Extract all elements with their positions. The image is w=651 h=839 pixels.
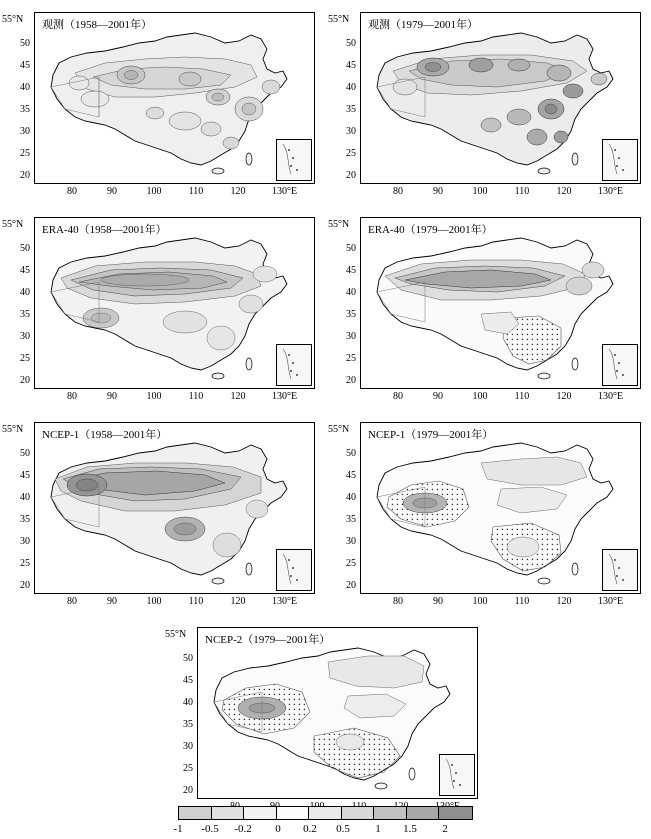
axis-y-tick-p3-45: 45 bbox=[20, 265, 30, 276]
axis-y-tick-p3-20: 20 bbox=[20, 375, 30, 386]
axis-y-tick-p4-45: 45 bbox=[346, 265, 356, 276]
south-china-sea-inset-p7 bbox=[439, 754, 475, 796]
axis-x-tick-p6-100: 100 bbox=[472, 596, 488, 607]
axis-y-tick-p5-45: 45 bbox=[20, 470, 30, 481]
panel-title-p7: NCEP-2（1979—2001年） bbox=[205, 634, 331, 646]
colorbar-tick-7: 1.5 bbox=[403, 823, 417, 835]
axis-x-tick-p4-120: 120 bbox=[556, 391, 572, 402]
axis-y-tick-p1-40: 40 bbox=[20, 82, 30, 93]
colorbar-tick-6: 1 bbox=[375, 823, 381, 835]
axis-y-tick-p1-35: 35 bbox=[20, 104, 30, 115]
axis-y-tick-p5-25: 25 bbox=[20, 558, 30, 569]
axis-x-tick-p5-120: 120 bbox=[230, 596, 246, 607]
axis-y-tick-p6-50: 50 bbox=[346, 448, 356, 459]
axis-y-top-label-p6: 55°N bbox=[328, 424, 350, 435]
axis-x-tick-p2-80: 80 bbox=[393, 186, 403, 197]
axis-y-tick-p3-35: 35 bbox=[20, 309, 30, 320]
axis-x-tick-p5-110: 110 bbox=[188, 596, 204, 607]
axis-y-tick-p2-40: 40 bbox=[346, 82, 356, 93]
axis-x-tick-p3-90: 90 bbox=[107, 391, 117, 402]
axis-y-tick-p5-40: 40 bbox=[20, 492, 30, 503]
colorbar-segment-0 bbox=[179, 807, 212, 819]
colorbar-tick-1: -0.5 bbox=[201, 823, 219, 835]
panel-p4 bbox=[326, 205, 651, 410]
colorbar-segment-7 bbox=[407, 807, 440, 819]
colorbar-tick-0: -1 bbox=[173, 823, 183, 835]
axis-x-tick-p5-90: 90 bbox=[107, 596, 117, 607]
axis-y-tick-p4-35: 35 bbox=[346, 309, 356, 320]
axis-y-tick-p1-20: 20 bbox=[20, 170, 30, 181]
axis-x-tick-p1-120: 120 bbox=[230, 186, 246, 197]
axis-y-tick-p5-35: 35 bbox=[20, 514, 30, 525]
axis-y-top-label-p1: 55°N bbox=[2, 14, 24, 25]
axis-y-tick-p5-50: 50 bbox=[20, 448, 30, 459]
axis-y-tick-p1-45: 45 bbox=[20, 60, 30, 71]
panel-p6 bbox=[326, 410, 651, 615]
axis-x-tick-p5-100: 100 bbox=[146, 596, 162, 607]
panel-title-p3: ERA-40（1958—2001年） bbox=[42, 224, 167, 236]
panel-p2 bbox=[326, 0, 651, 205]
colorbar-segment-5 bbox=[342, 807, 375, 819]
axis-y-tick-p6-45: 45 bbox=[346, 470, 356, 481]
colorbar bbox=[178, 806, 473, 820]
colorbar-segment-4 bbox=[309, 807, 342, 819]
south-china-sea-inset-p1 bbox=[276, 139, 312, 181]
axis-y-top-label-p3: 55°N bbox=[2, 219, 24, 230]
axis-x-tick-p1-110: 110 bbox=[188, 186, 204, 197]
axis-x-end-label-p3: 130°E bbox=[272, 391, 298, 402]
panel-p3 bbox=[0, 205, 325, 410]
axis-x-tick-p1-100: 100 bbox=[146, 186, 162, 197]
axis-y-tick-p4-20: 20 bbox=[346, 375, 356, 386]
axis-x-tick-p4-110: 110 bbox=[514, 391, 530, 402]
axis-x-end-label-p2: 130°E bbox=[598, 186, 624, 197]
axis-y-tick-p5-20: 20 bbox=[20, 580, 30, 591]
axis-y-tick-p7-30: 30 bbox=[183, 741, 193, 752]
colorbar-segment-3 bbox=[277, 807, 310, 819]
map-plot-p5 bbox=[34, 422, 315, 594]
map-plot-p3 bbox=[34, 217, 315, 389]
axis-y-top-label-p7: 55°N bbox=[165, 629, 187, 640]
axis-x-tick-p3-100: 100 bbox=[146, 391, 162, 402]
axis-y-tick-p7-50: 50 bbox=[183, 653, 193, 664]
axis-x-tick-p2-90: 90 bbox=[433, 186, 443, 197]
axis-x-tick-p6-90: 90 bbox=[433, 596, 443, 607]
south-china-sea-inset-p5 bbox=[276, 549, 312, 591]
axis-y-tick-p7-20: 20 bbox=[183, 785, 193, 796]
south-china-sea-inset-p4 bbox=[602, 344, 638, 386]
axis-y-tick-p7-45: 45 bbox=[183, 675, 193, 686]
axis-y-tick-p2-50: 50 bbox=[346, 38, 356, 49]
panel-title-p2: 观测（1979—2001年） bbox=[368, 19, 478, 31]
south-china-sea-inset-p3 bbox=[276, 344, 312, 386]
south-china-sea-inset-p6 bbox=[602, 549, 638, 591]
axis-x-end-label-p6: 130°E bbox=[598, 596, 624, 607]
panel-title-p6: NCEP-1（1979—2001年） bbox=[368, 429, 494, 441]
axis-y-tick-p6-35: 35 bbox=[346, 514, 356, 525]
map-plot-p2 bbox=[360, 12, 641, 184]
axis-x-tick-p1-80: 80 bbox=[67, 186, 77, 197]
colorbar-tick-4: 0.2 bbox=[303, 823, 317, 835]
axis-x-tick-p3-110: 110 bbox=[188, 391, 204, 402]
panel-p7 bbox=[163, 615, 488, 800]
map-plot-p1 bbox=[34, 12, 315, 184]
axis-y-top-label-p4: 55°N bbox=[328, 219, 350, 230]
axis-x-tick-p3-80: 80 bbox=[67, 391, 77, 402]
axis-x-tick-p6-120: 120 bbox=[556, 596, 572, 607]
axis-x-tick-p4-80: 80 bbox=[393, 391, 403, 402]
axis-x-tick-p6-110: 110 bbox=[514, 596, 530, 607]
south-china-sea-inset-p2 bbox=[602, 139, 638, 181]
axis-x-tick-p3-120: 120 bbox=[230, 391, 246, 402]
axis-y-tick-p2-30: 30 bbox=[346, 126, 356, 137]
axis-x-end-label-p5: 130°E bbox=[272, 596, 298, 607]
axis-y-tick-p5-30: 30 bbox=[20, 536, 30, 547]
colorbar-tick-5: 0.5 bbox=[336, 823, 350, 835]
axis-y-tick-p4-30: 30 bbox=[346, 331, 356, 342]
colorbar-segment-1 bbox=[212, 807, 245, 819]
axis-y-tick-p6-25: 25 bbox=[346, 558, 356, 569]
axis-y-top-label-p2: 55°N bbox=[328, 14, 350, 25]
map-plot-p7 bbox=[197, 627, 478, 799]
axis-x-tick-p1-90: 90 bbox=[107, 186, 117, 197]
axis-y-tick-p2-20: 20 bbox=[346, 170, 356, 181]
axis-y-tick-p1-30: 30 bbox=[20, 126, 30, 137]
axis-y-tick-p3-40: 40 bbox=[20, 287, 30, 298]
colorbar-tick-3: 0 bbox=[275, 823, 281, 835]
axis-y-tick-p4-50: 50 bbox=[346, 243, 356, 254]
axis-y-tick-p4-40: 40 bbox=[346, 287, 356, 298]
axis-x-tick-p4-90: 90 bbox=[433, 391, 443, 402]
axis-y-tick-p3-25: 25 bbox=[20, 353, 30, 364]
axis-y-tick-p2-35: 35 bbox=[346, 104, 356, 115]
panel-title-p4: ERA-40（1979—2001年） bbox=[368, 224, 493, 236]
axis-y-tick-p7-40: 40 bbox=[183, 697, 193, 708]
colorbar-tick-2: -0.2 bbox=[234, 823, 252, 835]
axis-x-end-label-p1: 130°E bbox=[272, 186, 298, 197]
axis-x-end-label-p4: 130°E bbox=[598, 391, 624, 402]
axis-y-top-label-p5: 55°N bbox=[2, 424, 24, 435]
colorbar-tick-8: 2 bbox=[442, 823, 448, 835]
axis-y-tick-p2-45: 45 bbox=[346, 60, 356, 71]
axis-x-tick-p2-110: 110 bbox=[514, 186, 530, 197]
map-plot-p4 bbox=[360, 217, 641, 389]
map-plot-p6 bbox=[360, 422, 641, 594]
axis-y-tick-p2-25: 25 bbox=[346, 148, 356, 159]
colorbar-segment-6 bbox=[374, 807, 407, 819]
colorbar-segment-2 bbox=[244, 807, 277, 819]
axis-x-tick-p2-100: 100 bbox=[472, 186, 488, 197]
panel-p1 bbox=[0, 0, 325, 205]
axis-y-tick-p4-25: 25 bbox=[346, 353, 356, 364]
axis-y-tick-p7-35: 35 bbox=[183, 719, 193, 730]
axis-x-tick-p6-80: 80 bbox=[393, 596, 403, 607]
axis-y-tick-p7-25: 25 bbox=[183, 763, 193, 774]
panel-title-p1: 观测（1958—2001年） bbox=[42, 19, 152, 31]
axis-y-tick-p6-20: 20 bbox=[346, 580, 356, 591]
axis-y-tick-p1-50: 50 bbox=[20, 38, 30, 49]
axis-x-tick-p5-80: 80 bbox=[67, 596, 77, 607]
axis-x-tick-p4-100: 100 bbox=[472, 391, 488, 402]
axis-x-tick-p2-120: 120 bbox=[556, 186, 572, 197]
axis-y-tick-p1-25: 25 bbox=[20, 148, 30, 159]
axis-y-tick-p6-30: 30 bbox=[346, 536, 356, 547]
panel-p5 bbox=[0, 410, 325, 615]
panel-title-p5: NCEP-1（1958—2001年） bbox=[42, 429, 168, 441]
axis-y-tick-p3-30: 30 bbox=[20, 331, 30, 342]
colorbar-segment-8 bbox=[439, 807, 472, 819]
axis-y-tick-p3-50: 50 bbox=[20, 243, 30, 254]
axis-y-tick-p6-40: 40 bbox=[346, 492, 356, 503]
